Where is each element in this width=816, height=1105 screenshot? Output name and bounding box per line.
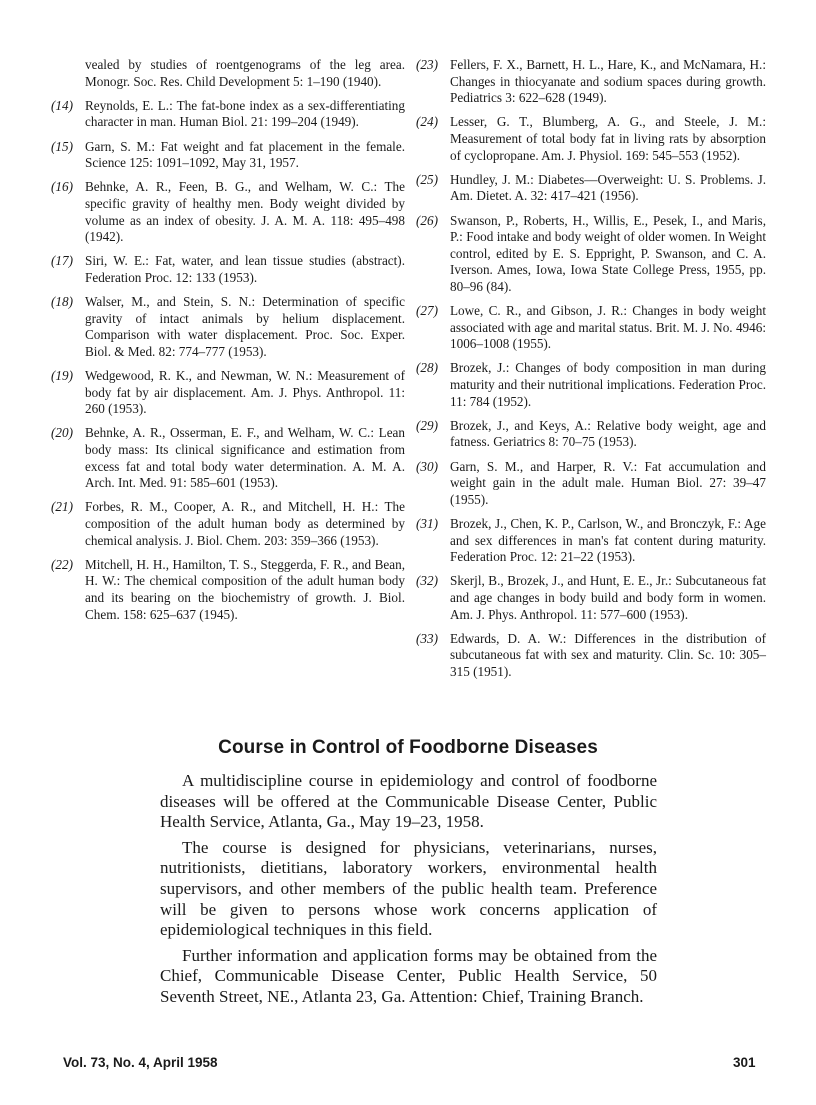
reference-text: Behnke, A. R., Feen, B. G., and Welham, W. C.: The specific gravity of healthy men. Body weight divided by volume as an index of obesity. J. A. M. A. 118: 495–498 (1942). — [85, 179, 405, 245]
reference-number: (16) — [51, 179, 73, 195]
reference-27 — [416, 303, 766, 353]
reference-number: (23) — [416, 57, 438, 72]
notice-paragraph: A multidiscipline course in epidemiology and control of foodborne diseases will be offered at the Communicable Disease Center, Public Health Service, Atlanta, Ga., May 19–23, 1958. — [160, 771, 657, 832]
reference-number: (24) — [416, 114, 438, 130]
reference-14 — [51, 97, 405, 131]
reference-24 — [416, 114, 766, 164]
reference-17 — [51, 253, 405, 286]
notice-paragraph: The course is designed for physicians, veterinarians, nurses, nutritionists, dietitians, laboratory workers, environmental health supervisors, and other members of the public health team. Preference will be given to persons whose work concerns application of epidemiological techniques in this field. — [160, 837, 657, 940]
reference-25 — [416, 171, 766, 205]
reference-number: (22) — [51, 556, 73, 572]
reference-text: Hundley, J. M.: Diabetes—Overweight: U. S. Problems. J. Am. Dietet. A. 32: 417–421 (1956). — [450, 171, 766, 204]
reference-text: Garn, S. M., and Harper, R. V.: Fat accumulation and weight gain in the adult male. Human Biol. 27: 39–47 (1955). — [450, 458, 766, 507]
reference-21 — [51, 499, 405, 549]
reference-26 — [416, 212, 766, 296]
reference-29 — [416, 417, 766, 451]
reference-text: Edwards, D. A. W.: Differences in the distribution of subcutaneous fat with sex and maturity. Clin. Sc. 10: 305–315 (1951). — [450, 630, 766, 679]
reference-number: (32) — [416, 573, 438, 589]
reference-number: (30) — [416, 458, 438, 474]
references-left-column — [51, 57, 405, 631]
reference-number: (15) — [51, 138, 73, 154]
reference-text: Reynolds, E. L.: The fat-bone index as a sex-differentiating character in man. Human Biol. 21: 199–204 (1949). — [85, 97, 405, 130]
reference-number: (21) — [51, 499, 73, 515]
reference-32 — [416, 573, 766, 623]
reference-22 — [51, 556, 405, 623]
reference-text: vealed by studies of roentgenograms of the leg area. Monogr. Soc. Res. Child Development 5: 1–190 (1940). — [85, 57, 405, 89]
reference-text: Fellers, F. X., Barnett, H. L., Hare, K., and McNamara, H.: Changes in thiocyanate and sodium spaces during growth. Pediatrics 3: 622–628 (1949). — [450, 57, 766, 106]
reference-15 — [51, 138, 405, 172]
reference-text: Forbes, R. M., Cooper, A. R., and Mitchell, H. H.: The composition of the adult human body as determined by chemical analysis. J. Biol. Chem. 203: 359–366 (1953). — [85, 499, 405, 548]
reference-number: (14) — [51, 97, 73, 113]
reference-text: Lesser, G. T., Blumberg, A. G., and Steele, J. M.: Measurement of total body fat in living rats by absorption of cyclopropane. Am. J. Physiol. 169: 545–553 (1952). — [450, 114, 766, 163]
reference-text: Mitchell, H. H., Hamilton, T. S., Steggerda, F. R., and Bean, H. W.: The chemical composition of the adult human body and its bearing on the biochemistry of growth. J. Biol. Chem. 158: 625–637 (1945). — [85, 556, 405, 622]
reference-number: (20) — [51, 425, 73, 441]
reference-19 — [51, 368, 405, 418]
references-right-column — [416, 57, 766, 688]
reference-13-continuation — [63, 57, 405, 90]
reference-number: (28) — [416, 360, 438, 376]
reference-23 — [416, 57, 766, 107]
reference-number: (17) — [51, 253, 73, 269]
reference-20 — [51, 425, 405, 491]
reference-number: (31) — [416, 516, 438, 531]
reference-text: Brozek, J.: Changes of body composition in man during maturity and their nutritional implications. Federation Proc. 11: 784 (1952). — [450, 360, 766, 409]
reference-18 — [51, 294, 405, 360]
reference-number: (18) — [51, 294, 73, 310]
reference-text: Behnke, A. R., Osserman, E. F., and Welham, W. C.: Lean body mass: Its clinical significance and estimation from excess fat and total body water determination. A. M. A. Arch. Int. Med. 91: 585–601 (1953). — [85, 425, 405, 491]
reference-number: (29) — [416, 417, 438, 433]
notice-title: Course in Control of Foodborne Diseases — [218, 737, 598, 758]
notice-paragraph: Further information and application forms may be obtained from the Chief, Communicable Disease Center, Public Health Service, 50 Seventh Street, NE., Atlanta 23, Ga. Attention: Chief, Training Branch. — [160, 945, 657, 1006]
notice-body — [160, 771, 657, 1013]
reference-text: Brozek, J., Chen, K. P., Carlson, W., and Bronczyk, F.: Age and sex differences in man's fat content during maturity. Federation Proc. 12: 21–22 (1953). — [450, 516, 766, 565]
reference-number: (25) — [416, 171, 438, 187]
page-number: 301 — [733, 1055, 756, 1070]
reference-text: Lowe, C. R., and Gibson, J. R.: Changes in body weight associated with age and marital status. Brit. M. J. No. 4946: 1006–1008 (1955). — [450, 303, 766, 352]
reference-30 — [416, 458, 766, 509]
reference-text: Brozek, J., and Keys, A.: Relative body weight, age and fatness. Geriatrics 8: 70–75 (1953). — [450, 417, 766, 450]
reference-28 — [416, 360, 766, 410]
reference-number: (33) — [416, 630, 438, 646]
reference-33 — [416, 630, 766, 681]
reference-text: Wedgewood, R. K., and Newman, W. N.: Measurement of body fat by air displacement. Am. J. Phys. Anthropol. 11: 260 (1953). — [85, 368, 405, 417]
issue-info: Vol. 73, No. 4, April 1958 — [63, 1055, 218, 1070]
reference-text: Skerjl, B., Brozek, J., and Hunt, E. E., Jr.: Subcutaneous fat and age changes in body build and body form in women. Am. J. Phys. Anthropol. 11: 577–600 (1953). — [450, 573, 766, 622]
reference-text: Siri, W. E.: Fat, water, and lean tissue studies (abstract). Federation Proc. 12: 133 (1953). — [85, 253, 405, 285]
reference-text: Garn, S. M.: Fat weight and fat placement in the female. Science 125: 1091–1092, May 31, 1957. — [85, 138, 405, 171]
reference-text: Swanson, P., Roberts, H., Willis, E., Pesek, I., and Maris, P.: Food intake and body weight of older women. In Weight control, edited by E. S. Eppright, P. Swanson, and C. A. Iverson. Ames, Iowa, Iowa State College Press, 1955, pp. 80–96 (84). — [450, 212, 766, 294]
reference-text: Walser, M., and Stein, S. N.: Determination of specific gravity of intact animals by helium displacement. Comparison with water displacement. Proc. Soc. Exper. Biol. & Med. 82: 774–777 (1953). — [85, 294, 405, 359]
reference-number: (26) — [416, 212, 438, 228]
reference-31 — [416, 516, 766, 566]
reference-number: (27) — [416, 303, 438, 319]
reference-16 — [51, 179, 405, 245]
reference-number: (19) — [51, 368, 73, 384]
